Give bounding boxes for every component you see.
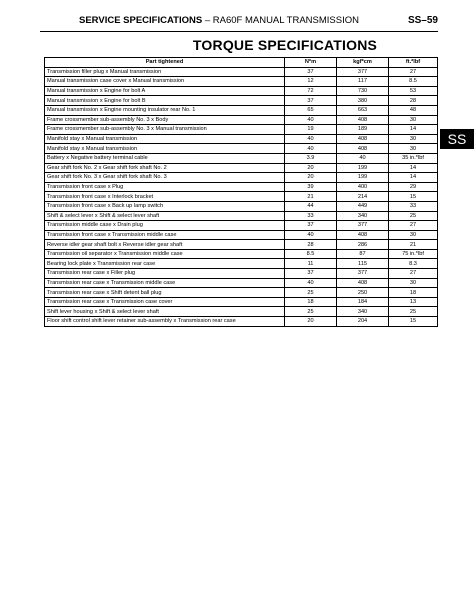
cell-nm: 11 bbox=[285, 259, 337, 269]
table-row bbox=[45, 125, 438, 135]
table-row bbox=[45, 211, 438, 221]
cell-ftlbf: 30 bbox=[389, 278, 438, 288]
cell-kgfcm: 408 bbox=[337, 115, 389, 125]
table-row bbox=[45, 96, 438, 106]
table-row bbox=[45, 221, 438, 231]
table-row bbox=[45, 115, 438, 125]
cell-nm: 12 bbox=[285, 77, 337, 87]
cell-ftlbf: 15 bbox=[389, 192, 438, 202]
table-row bbox=[45, 173, 438, 183]
cell-ftlbf: 14 bbox=[389, 163, 438, 173]
cell-part: Floor shift control shift lever retainer sub-assembly x Transmission rear case bbox=[45, 317, 285, 327]
cell-kgfcm: 40 bbox=[337, 153, 389, 163]
cell-part: Transmission front case x Interlock bracket bbox=[45, 192, 285, 202]
cell-part: Frame crossmember sub-assembly No. 3 x Body bbox=[45, 115, 285, 125]
cell-kgfcm: 250 bbox=[337, 288, 389, 298]
table-row bbox=[45, 86, 438, 96]
cell-part: Battery x Negative battery terminal cable bbox=[45, 153, 285, 163]
cell-ftlbf: 8.5 bbox=[389, 77, 438, 87]
cell-nm: 20 bbox=[285, 163, 337, 173]
cell-nm: 33 bbox=[285, 211, 337, 221]
cell-part: Transmission middle case x Drain plug bbox=[45, 221, 285, 231]
table-header-row bbox=[45, 58, 438, 68]
table-row bbox=[45, 269, 438, 279]
cell-kgfcm: 408 bbox=[337, 134, 389, 144]
cell-nm: 37 bbox=[285, 221, 337, 231]
table-row bbox=[45, 307, 438, 317]
cell-kgfcm: 87 bbox=[337, 249, 389, 259]
cell-nm: 18 bbox=[285, 297, 337, 307]
section-tab: SS bbox=[440, 129, 474, 149]
cell-nm: 20 bbox=[285, 317, 337, 327]
cell-ftlbf: 27 bbox=[389, 269, 438, 279]
cell-part: Manifold stay x Manual transmission bbox=[45, 144, 285, 154]
cell-kgfcm: 449 bbox=[337, 201, 389, 211]
table-row bbox=[45, 240, 438, 250]
cell-ftlbf: 30 bbox=[389, 144, 438, 154]
cell-ftlbf: 35 in.*lbf bbox=[389, 153, 438, 163]
table-row bbox=[45, 67, 438, 77]
cell-kgfcm: 377 bbox=[337, 67, 389, 77]
cell-part: Gear shift fork No. 2 x Gear shift fork shaft No. 2 bbox=[45, 163, 285, 173]
cell-part: Gear shift fork No. 3 x Gear shift fork shaft No. 3 bbox=[45, 173, 285, 183]
cell-nm: 37 bbox=[285, 96, 337, 106]
cell-kgfcm: 117 bbox=[337, 77, 389, 87]
table-body bbox=[45, 67, 438, 326]
cell-kgfcm: 340 bbox=[337, 211, 389, 221]
cell-nm: 8.5 bbox=[285, 249, 337, 259]
cell-part: Bearing lock plate x Transmission rear case bbox=[45, 259, 285, 269]
cell-kgfcm: 199 bbox=[337, 163, 389, 173]
cell-nm: 72 bbox=[285, 86, 337, 96]
cell-part: Transmission rear case x Transmission case cover bbox=[45, 297, 285, 307]
cell-nm: 25 bbox=[285, 307, 337, 317]
cell-nm: 21 bbox=[285, 192, 337, 202]
cell-nm: 65 bbox=[285, 105, 337, 115]
cell-kgfcm: 286 bbox=[337, 240, 389, 250]
cell-kgfcm: 189 bbox=[337, 125, 389, 135]
cell-part: Transmission front case x Back up lamp switch bbox=[45, 201, 285, 211]
cell-ftlbf: 13 bbox=[389, 297, 438, 307]
cell-part: Transmission front case x Transmission middle case bbox=[45, 230, 285, 240]
cell-nm: 19 bbox=[285, 125, 337, 135]
header-section: SERVICE SPECIFICATIONS bbox=[79, 15, 203, 26]
cell-kgfcm: 380 bbox=[337, 96, 389, 106]
table-row bbox=[45, 278, 438, 288]
cell-nm: 37 bbox=[285, 269, 337, 279]
cell-kgfcm: 730 bbox=[337, 86, 389, 96]
cell-ftlbf: 27 bbox=[389, 67, 438, 77]
table-row bbox=[45, 182, 438, 192]
table-row bbox=[45, 192, 438, 202]
cell-ftlbf: 28 bbox=[389, 96, 438, 106]
table-row bbox=[45, 201, 438, 211]
cell-part: Transmission rear case x Filler plug bbox=[45, 269, 285, 279]
cell-part: Transmission filler plug x Manual transmission bbox=[45, 67, 285, 77]
cell-ftlbf: 25 bbox=[389, 211, 438, 221]
cell-part: Transmission rear case x Transmission middle case bbox=[45, 278, 285, 288]
cell-nm: 20 bbox=[285, 173, 337, 183]
table-row bbox=[45, 288, 438, 298]
cell-nm: 37 bbox=[285, 67, 337, 77]
cell-kgfcm: 184 bbox=[337, 297, 389, 307]
cell-ftlbf: 14 bbox=[389, 173, 438, 183]
cell-ftlbf: 29 bbox=[389, 182, 438, 192]
cell-kgfcm: 408 bbox=[337, 230, 389, 240]
cell-kgfcm: 214 bbox=[337, 192, 389, 202]
cell-kgfcm: 377 bbox=[337, 269, 389, 279]
cell-kgfcm: 408 bbox=[337, 278, 389, 288]
column-header-ftlbf: ft.*lbf bbox=[389, 58, 438, 68]
cell-ftlbf: 30 bbox=[389, 230, 438, 240]
cell-ftlbf: 15 bbox=[389, 317, 438, 327]
cell-ftlbf: 8.3 bbox=[389, 259, 438, 269]
header-title bbox=[40, 14, 398, 28]
page-title: TORQUE SPECIFICATIONS bbox=[192, 37, 378, 53]
cell-nm: 40 bbox=[285, 278, 337, 288]
table-row bbox=[45, 153, 438, 163]
cell-part: Shift & select lever x Shift & select lever shaft bbox=[45, 211, 285, 221]
cell-kgfcm: 408 bbox=[337, 144, 389, 154]
table-row bbox=[45, 105, 438, 115]
table-row bbox=[45, 317, 438, 327]
cell-part: Manual transmission x Engine for bolt B bbox=[45, 96, 285, 106]
cell-nm: 40 bbox=[285, 230, 337, 240]
cell-kgfcm: 663 bbox=[337, 105, 389, 115]
cell-ftlbf: 21 bbox=[389, 240, 438, 250]
table-row bbox=[45, 297, 438, 307]
page-header bbox=[40, 14, 438, 30]
cell-part: Transmission front case x Plug bbox=[45, 182, 285, 192]
cell-ftlbf: 27 bbox=[389, 221, 438, 231]
cell-nm: 40 bbox=[285, 115, 337, 125]
table-row bbox=[45, 77, 438, 87]
header-rule bbox=[40, 31, 438, 32]
table-row bbox=[45, 163, 438, 173]
cell-part: Reverse idler gear shaft bolt x Reverse idler gear shaft bbox=[45, 240, 285, 250]
table-row bbox=[45, 259, 438, 269]
cell-ftlbf: 75 in.*lbf bbox=[389, 249, 438, 259]
cell-ftlbf: 14 bbox=[389, 125, 438, 135]
header-subject: RA60F MANUAL TRANSMISSION bbox=[212, 15, 359, 26]
cell-kgfcm: 115 bbox=[337, 259, 389, 269]
cell-nm: 3.9 bbox=[285, 153, 337, 163]
cell-part: Frame crossmember sub-assembly No. 3 x Manual transmission bbox=[45, 125, 285, 135]
cell-kgfcm: 204 bbox=[337, 317, 389, 327]
cell-part: Shift lever housing x Shift & select lever shaft bbox=[45, 307, 285, 317]
table-row bbox=[45, 230, 438, 240]
cell-ftlbf: 48 bbox=[389, 105, 438, 115]
cell-ftlbf: 18 bbox=[389, 288, 438, 298]
cell-nm: 40 bbox=[285, 134, 337, 144]
cell-nm: 25 bbox=[285, 288, 337, 298]
cell-ftlbf: 25 bbox=[389, 307, 438, 317]
cell-ftlbf: 53 bbox=[389, 86, 438, 96]
cell-kgfcm: 199 bbox=[337, 173, 389, 183]
cell-nm: 40 bbox=[285, 144, 337, 154]
cell-kgfcm: 377 bbox=[337, 221, 389, 231]
column-header-kgfcm: kgf*cm bbox=[337, 58, 389, 68]
table-row bbox=[45, 249, 438, 259]
page-number: SS–59 bbox=[407, 15, 438, 26]
cell-kgfcm: 340 bbox=[337, 307, 389, 317]
cell-part: Transmission rear case x Shift detent ball plug bbox=[45, 288, 285, 298]
cell-ftlbf: 30 bbox=[389, 134, 438, 144]
cell-nm: 28 bbox=[285, 240, 337, 250]
cell-part: Transmission oil separator x Transmission middle case bbox=[45, 249, 285, 259]
cell-kgfcm: 400 bbox=[337, 182, 389, 192]
table-row bbox=[45, 134, 438, 144]
header-separator: – bbox=[204, 15, 211, 26]
column-header-nm: N*m bbox=[285, 58, 337, 68]
cell-nm: 44 bbox=[285, 201, 337, 211]
column-header-part: Part tightened bbox=[45, 58, 285, 68]
cell-part: Manual transmission x Engine for bolt A bbox=[45, 86, 285, 96]
cell-part: Manifold stay x Manual transmission bbox=[45, 134, 285, 144]
cell-part: Manual transmission case cover x Manual transmission bbox=[45, 77, 285, 87]
cell-nm: 39 bbox=[285, 182, 337, 192]
torque-table bbox=[44, 57, 438, 327]
table-row bbox=[45, 144, 438, 154]
cell-ftlbf: 30 bbox=[389, 115, 438, 125]
cell-ftlbf: 33 bbox=[389, 201, 438, 211]
cell-part: Manual transmission x Engine mounting insulator rear No. 1 bbox=[45, 105, 285, 115]
